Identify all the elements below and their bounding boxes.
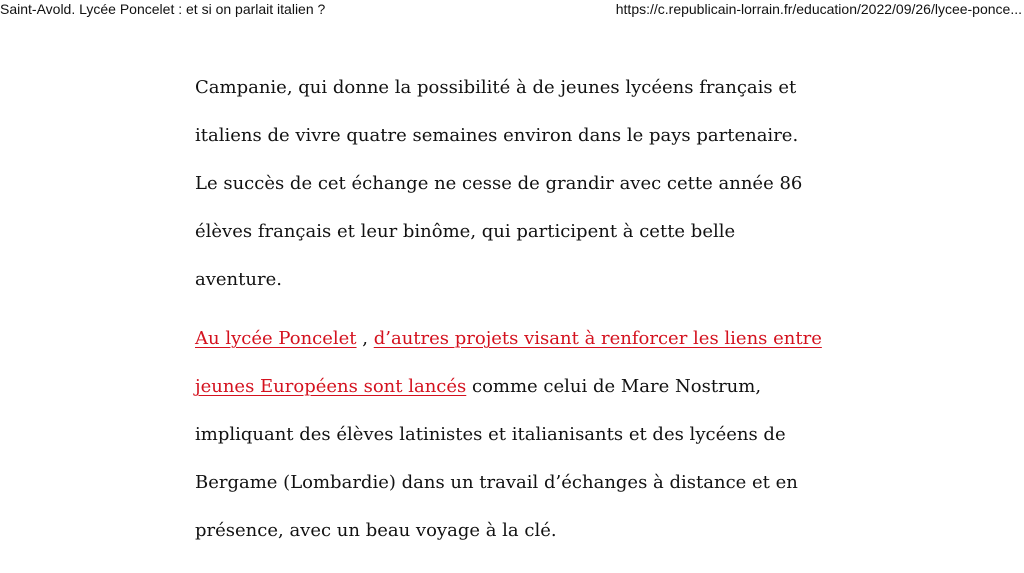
paragraph	[195, 64, 875, 304]
print-header	[0, 0, 1024, 22]
text-line: Campanie, qui donne la possibilité à de jeunes lycéens français et	[195, 77, 797, 98]
article-body	[195, 64, 875, 555]
autres-projets-link-line-1[interactable]: d’autres projets visant à renforcer les liens entre	[373, 328, 822, 349]
page-url: https://c.republicain-lorrain.fr/education/2022/09/26/lycee-ponce...	[615, 1, 1022, 17]
text-line: aventure.	[195, 269, 282, 290]
text-line: impliquant des élèves latinistes et italianisants et des lycéens de	[195, 424, 786, 445]
text-line: comme celui de Mare Nostrum,	[466, 376, 762, 397]
text-line: italiens de vivre quatre semaines environ dans le pays partenaire.	[195, 125, 799, 146]
page-title: Saint-Avold. Lycée Poncelet : et si on parlait italien ?	[0, 1, 326, 17]
text-separator: ,	[356, 328, 374, 349]
text-line: Bergame (Lombardie) dans un travail d’échanges à distance et en	[195, 472, 798, 493]
text-line: présence, avec un beau voyage à la clé.	[195, 520, 557, 541]
paragraph	[195, 315, 875, 555]
text-line: Le succès de cet échange ne cesse de grandir avec cette année 86	[195, 173, 803, 194]
autres-projets-link-line-2[interactable]: jeunes Européens sont lancés	[195, 376, 467, 397]
text-line: élèves français et leur binôme, qui participent à cette belle	[195, 221, 736, 242]
lycee-poncelet-link[interactable]: Au lycée Poncelet	[195, 328, 357, 349]
